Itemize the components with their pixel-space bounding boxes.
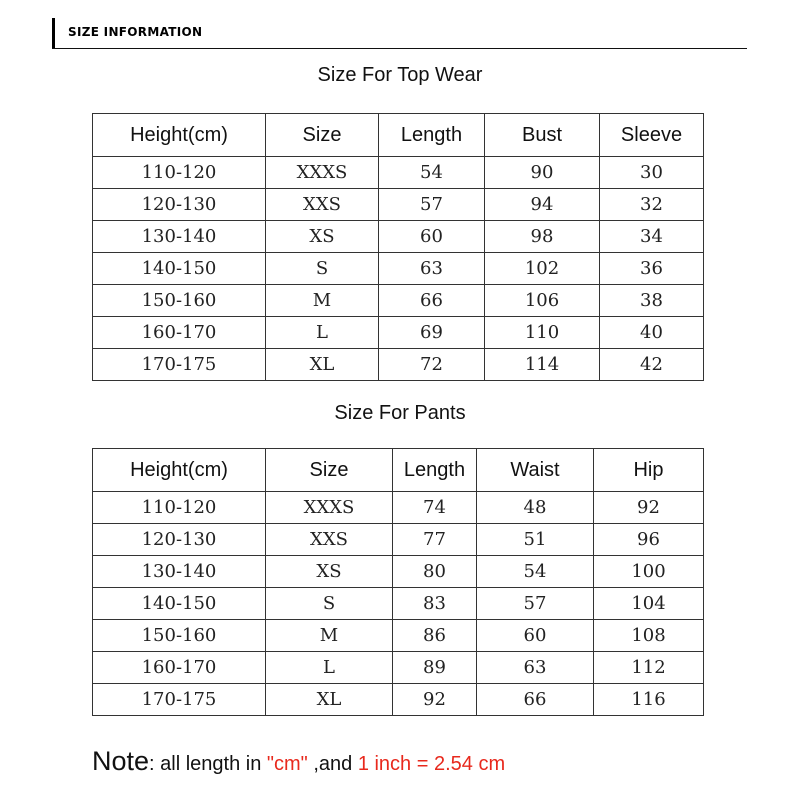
header-accent-bar xyxy=(52,18,55,48)
table-row xyxy=(93,684,704,716)
table-cell: 66 xyxy=(477,684,594,716)
table-cell: XXS xyxy=(266,189,379,221)
table-row xyxy=(93,285,704,317)
table-cell: 57 xyxy=(477,588,594,620)
table-cell: 72 xyxy=(379,349,485,381)
table-cell: XXS xyxy=(266,524,393,556)
table-cell: M xyxy=(266,285,379,317)
note-conversion: 1 inch = 2.54 cm xyxy=(357,753,506,775)
table-row xyxy=(93,317,704,349)
note-label: Note xyxy=(92,746,150,776)
table-cell: 104 xyxy=(594,588,704,620)
table-cell: XS xyxy=(266,221,379,253)
table-row xyxy=(93,652,704,684)
table-cell: 48 xyxy=(477,492,594,524)
column-header: Length xyxy=(393,449,477,492)
column-header: Height(cm) xyxy=(93,114,266,157)
table-cell: M xyxy=(266,620,393,652)
table-cell: 140-150 xyxy=(93,253,266,285)
column-header: Hip xyxy=(594,449,704,492)
table-cell: XS xyxy=(266,556,393,588)
table-cell: 130-140 xyxy=(93,221,266,253)
table-cell: 66 xyxy=(379,285,485,317)
top-wear-table xyxy=(92,113,704,381)
table-cell: 32 xyxy=(600,189,704,221)
table-cell: 170-175 xyxy=(93,684,266,716)
table-row xyxy=(93,524,704,556)
pants-table xyxy=(92,448,704,716)
table-row xyxy=(93,189,704,221)
column-header: Height(cm) xyxy=(93,449,266,492)
table-row xyxy=(93,349,704,381)
table-cell: 96 xyxy=(594,524,704,556)
table-cell: 60 xyxy=(379,221,485,253)
column-header: Length xyxy=(379,114,485,157)
table-cell: 110 xyxy=(485,317,600,349)
table-cell: 110-120 xyxy=(93,157,266,189)
table-cell: 40 xyxy=(600,317,704,349)
table-row xyxy=(93,556,704,588)
table-cell: 112 xyxy=(594,652,704,684)
table-cell: 63 xyxy=(379,253,485,285)
pants-title: Size For Pants xyxy=(334,402,466,424)
table-cell: 160-170 xyxy=(93,652,266,684)
note-unit: "cm" xyxy=(266,753,308,775)
table-cell: 130-140 xyxy=(93,556,266,588)
table-row xyxy=(93,221,704,253)
table-cell: 36 xyxy=(600,253,704,285)
note xyxy=(92,746,505,777)
table-cell: 69 xyxy=(379,317,485,349)
table-cell: 98 xyxy=(485,221,600,253)
table-cell: 30 xyxy=(600,157,704,189)
table-cell: 51 xyxy=(477,524,594,556)
table-cell: 106 xyxy=(485,285,600,317)
note-text: : all length in xyxy=(149,753,267,775)
table-cell: 114 xyxy=(485,349,600,381)
table-cell: 34 xyxy=(600,221,704,253)
table-cell: 89 xyxy=(393,652,477,684)
table-cell: 160-170 xyxy=(93,317,266,349)
table-cell: 140-150 xyxy=(93,588,266,620)
table-cell: 74 xyxy=(393,492,477,524)
table-cell: XXXS xyxy=(266,492,393,524)
table-cell: 86 xyxy=(393,620,477,652)
table-cell: 92 xyxy=(393,684,477,716)
table-cell: XL xyxy=(266,684,393,716)
table-cell: 116 xyxy=(594,684,704,716)
column-header: Size xyxy=(266,449,393,492)
column-header: Sleeve xyxy=(600,114,704,157)
table-row xyxy=(93,620,704,652)
table-cell: XL xyxy=(266,349,379,381)
table-cell: S xyxy=(266,588,393,620)
table-row xyxy=(93,157,704,189)
table-cell: XXXS xyxy=(266,157,379,189)
header-title: SIZE INFORMATION xyxy=(68,25,203,39)
table-row xyxy=(93,588,704,620)
section-header xyxy=(52,18,747,49)
table-cell: 108 xyxy=(594,620,704,652)
table-cell: 60 xyxy=(477,620,594,652)
table-row xyxy=(93,253,704,285)
table-cell: 150-160 xyxy=(93,285,266,317)
table-cell: 110-120 xyxy=(93,492,266,524)
table-cell: 63 xyxy=(477,652,594,684)
table-cell: 38 xyxy=(600,285,704,317)
table-cell: 80 xyxy=(393,556,477,588)
table-cell: 42 xyxy=(600,349,704,381)
table-cell: 120-130 xyxy=(93,189,266,221)
column-header: Waist xyxy=(477,449,594,492)
table-header-row xyxy=(93,449,704,492)
table-cell: 54 xyxy=(477,556,594,588)
table-cell: 83 xyxy=(393,588,477,620)
table-cell: L xyxy=(266,317,379,349)
column-header: Bust xyxy=(485,114,600,157)
table-cell: S xyxy=(266,253,379,285)
table-cell: 94 xyxy=(485,189,600,221)
table-cell: 150-160 xyxy=(93,620,266,652)
table-cell: 57 xyxy=(379,189,485,221)
table-cell: 102 xyxy=(485,253,600,285)
table-cell: 170-175 xyxy=(93,349,266,381)
table-cell: 120-130 xyxy=(93,524,266,556)
table-cell: L xyxy=(266,652,393,684)
table-header-row xyxy=(93,114,704,157)
table-cell: 100 xyxy=(594,556,704,588)
table-cell: 92 xyxy=(594,492,704,524)
table-cell: 54 xyxy=(379,157,485,189)
note-text-and: ,and xyxy=(307,753,358,775)
table-cell: 90 xyxy=(485,157,600,189)
top-wear-title: Size For Top Wear xyxy=(317,64,483,86)
table-row xyxy=(93,492,704,524)
table-cell: 77 xyxy=(393,524,477,556)
column-header: Size xyxy=(266,114,379,157)
